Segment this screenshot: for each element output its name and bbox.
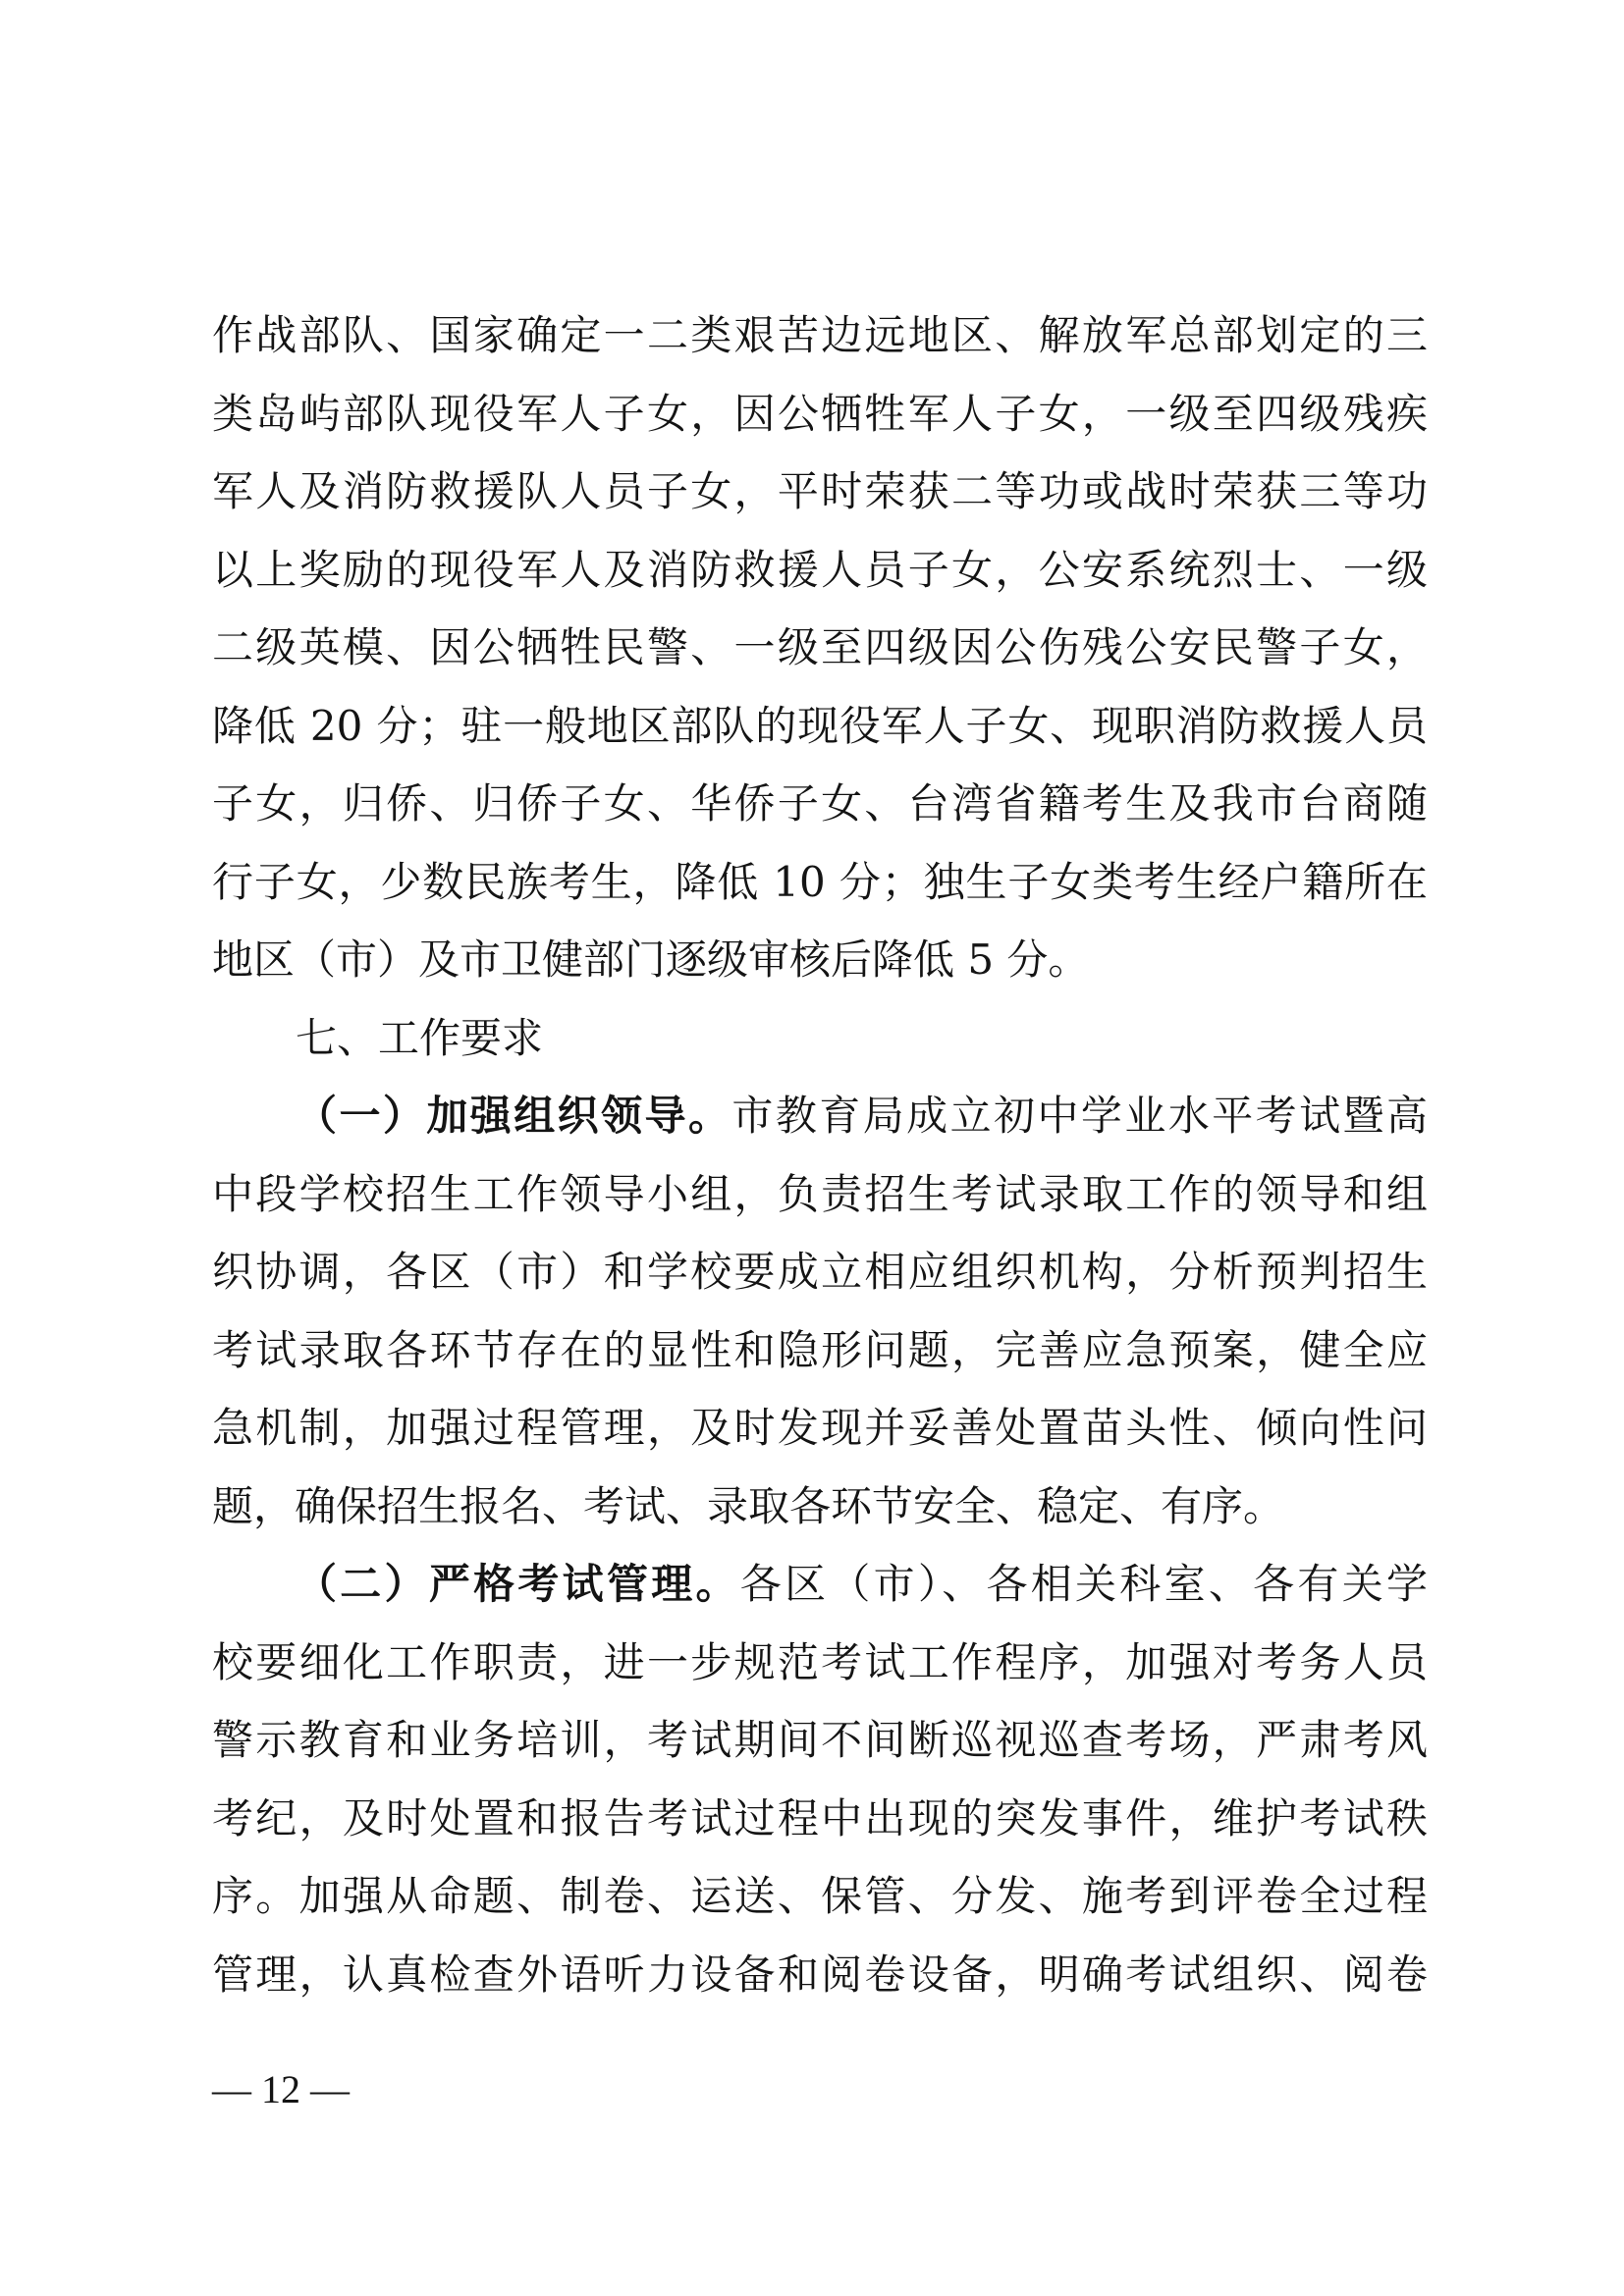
text-line: 行子女，少数民族考生，降低 10 分；独生子女类考生经户籍所在 (212, 857, 1428, 906)
paragraph-lead-bold: （二）严格考试管理。 (296, 1560, 740, 1608)
section-heading: 七、工作要求 (296, 1013, 544, 1062)
document-body (212, 296, 1428, 2013)
text-line: 作战部队、国家确定一二类艰苦边远地区、解放军总部划定的三 (212, 311, 1428, 359)
text-line: 降低 20 分；驻一般地区部队的现役军人子女、现职消防救援人员 (212, 701, 1428, 750)
text-line: 警示教育和业务培训，考试期间不间断巡视巡查考场，严肃考风 (212, 1716, 1428, 1764)
text-line: 以上奖励的现役军人及消防救援人员子女，公安系统烈士、一级 (212, 545, 1428, 594)
text-line: 急机制，加强过程管理，及时发现并妥善处置苗头性、倾向性问 (212, 1404, 1428, 1452)
paragraph-lead-bold: （一）加强组织领导。 (296, 1092, 732, 1140)
paragraph-lead-text: 市教育局成立初中学业水平考试暨高 (731, 1092, 1428, 1140)
text-line: 管理，认真检查外语听力设备和阅卷设备，明确考试组织、阅卷 (212, 1949, 1428, 1999)
paragraph-first-line (212, 1077, 1428, 1155)
text-line: 考试录取各环节存在的显性和隐形问题，完善应急预案，健全应 (212, 1325, 1428, 1374)
paragraph-first-line (212, 1545, 1428, 1624)
text-line: 地区（市）及市卫健部门逐级审核后降低 5 分。 (212, 935, 1090, 984)
text-line: 军人及消防救援队人员子女，平时荣获二等功或战时荣获三等功 (212, 467, 1428, 515)
text-line: 题，确保招生报名、考试、录取各环节安全、稳定、有序。 (212, 1481, 1285, 1530)
text-line: 类岛屿部队现役军人子女，因公牺牲军人子女，一级至四级残疾 (212, 389, 1428, 438)
text-line: 序。加强从命题、制卷、运送、保管、分发、施考到评卷全过程 (212, 1872, 1428, 1920)
text-line: 考纪，及时处置和报告考试过程中出现的突发事件，维护考试秩 (212, 1793, 1428, 1842)
text-line: 二级英模、因公牺牲民警、一级至四级因公伤残公安民警子女， (212, 623, 1428, 671)
page-number: — 12 — (212, 2067, 350, 2111)
text-line: 中段学校招生工作领导小组，负责招生考试录取工作的领导和组 (212, 1169, 1428, 1218)
text-line: 子女，归侨、归侨子女、华侨子女、台湾省籍考生及我市台商随 (212, 779, 1428, 828)
text-line: 织协调，各区（市）和学校要成立相应组织机构，分析预判招生 (212, 1248, 1428, 1296)
paragraph-lead-text: 各区（市）、各相关科室、各有关学 (739, 1560, 1428, 1608)
text-line: 校要细化工作职责，进一步规范考试工作程序，加强对考务人员 (212, 1637, 1428, 1686)
